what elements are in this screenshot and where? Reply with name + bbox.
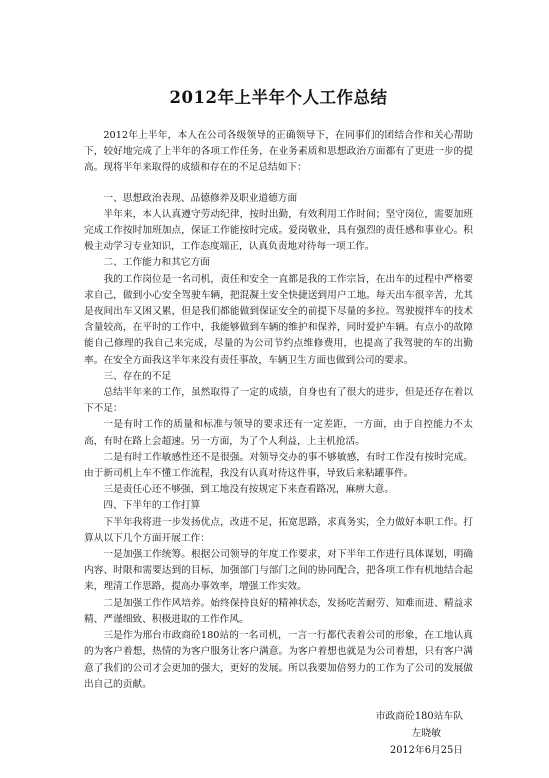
section-heading-3: 三、存在的不足: [103, 370, 172, 382]
document-body: [84, 128, 473, 693]
section-heading-2: 二、工作能力和其它方面: [103, 257, 210, 269]
section-paragraph-4d: 三是作为邢台市政商砼180站的一名司机，一言一行都代表着公司的形象，在工地认真的为客户着想，热情的为客户服务让客户满意。为客户着想也就是为公司着想，只有客户满意了我们的公司才会更加的强大，更好的发展。所以我要加倍努力的工作为了公司的发展做出自己的贡献。: [84, 630, 473, 690]
section-paragraph-3b: 一是有时工作的质量和标准与领导的要求还有一定差距，一方面，由于自控能力不太高，有时在路上会超速。另一方面，为了个人利益，上主机抢活。: [84, 419, 473, 447]
section-paragraph-3d: 三是责任心还不够强，到工地没有按规定下来查看路况，麻痹大意。: [103, 484, 395, 496]
section-paragraph-4b: 一是加强工作统筹。根据公司领导的年度工作要求，对下半年工作进行具体谋划，明确内容、时限和需要达到的目标，加强部门与部门之间的协同配合，把各项工作有机地结合起来，理清工作思路，提高办事效率，增强工作实效。: [84, 549, 473, 593]
section-heading-1: 一、思想政治表现、品德修养及职业道德方面: [103, 192, 298, 204]
signature-name: 左晓敏: [411, 727, 441, 739]
section-paragraph-3a: 总结半年来的工作，虽然取得了一定的成绩，自身也有了很大的进步，但是还存在着以下不足：: [84, 387, 473, 415]
section-paragraph-4c: 二是加强工作作风培养。始终保持良好的精神状态，发扬吃苦耐劳、知难而进、精益求精、严谨细致、积极进取的工作作风。: [84, 597, 473, 625]
signature-org: 市政商砼180站车队: [375, 710, 463, 722]
section-paragraph-1: 半年来，本人认真遵守劳动纪律，按时出勤，有效利用工作时间；坚守岗位，需要加班完成工作按时加班加点，保证工作能按时完成。爱岗敬业，具有强烈的责任感和事业心。积极主动学习专业知识，工作态度端正，认真负责地对待每一项工作。: [84, 208, 473, 253]
signature-block: [84, 709, 473, 759]
intro-paragraph: 2012年上半年，本人在公司各级领导的正确领导下，在同事们的团结合作和关心帮助下，较好地完成了上半年的各项工作任务，在业务素质和思想政治方面都有了更进一步的提高。现将半年来取得的成绩和存在的不足总结如下：: [84, 130, 473, 174]
section-paragraph-4a: 下半年我将进一步发扬优点，改进不足，拓宽思路，求真务实，全力做好本职工作。打算从以下几个方面开展工作：: [84, 516, 473, 544]
section-heading-4: 四、下半年的工作打算: [103, 500, 201, 512]
section-paragraph-3c: 二是有时工作敏感性还不是很强。对领导交办的事不够敏感，有时工作没有按时完成。由于新司机上车不懂工作流程，我没有认真对待这件事，导致后来粘罐事件。: [84, 451, 473, 480]
section-paragraph-2: 我的工作岗位是一名司机，责任和安全一直都是我的工作宗旨，在出车的过程中严格要求自己，做到小心安全驾驶车辆，把混凝土安全快捷送到用户工地。每天出车很辛苦，尤其是夜间出车又困又累，但是我们都能做到保证安全的前提下尽量的多拉。驾驶搅拌车的技术含量较高，在平时的工作中，我能够做到车辆的维护和保养，同时爱护车辆。有点小的故障能自己修理的我自己来完成，尽量的为公司节约点维修费用，也提高了我驾驶的车的出勤率。在安全方面我这半年来没有责任事故，车辆卫生方面也做到公司的要求。: [84, 273, 473, 366]
document-title: 2012年上半年个人工作总结: [169, 88, 388, 107]
signature-date: 2012年6月25日: [389, 744, 463, 756]
